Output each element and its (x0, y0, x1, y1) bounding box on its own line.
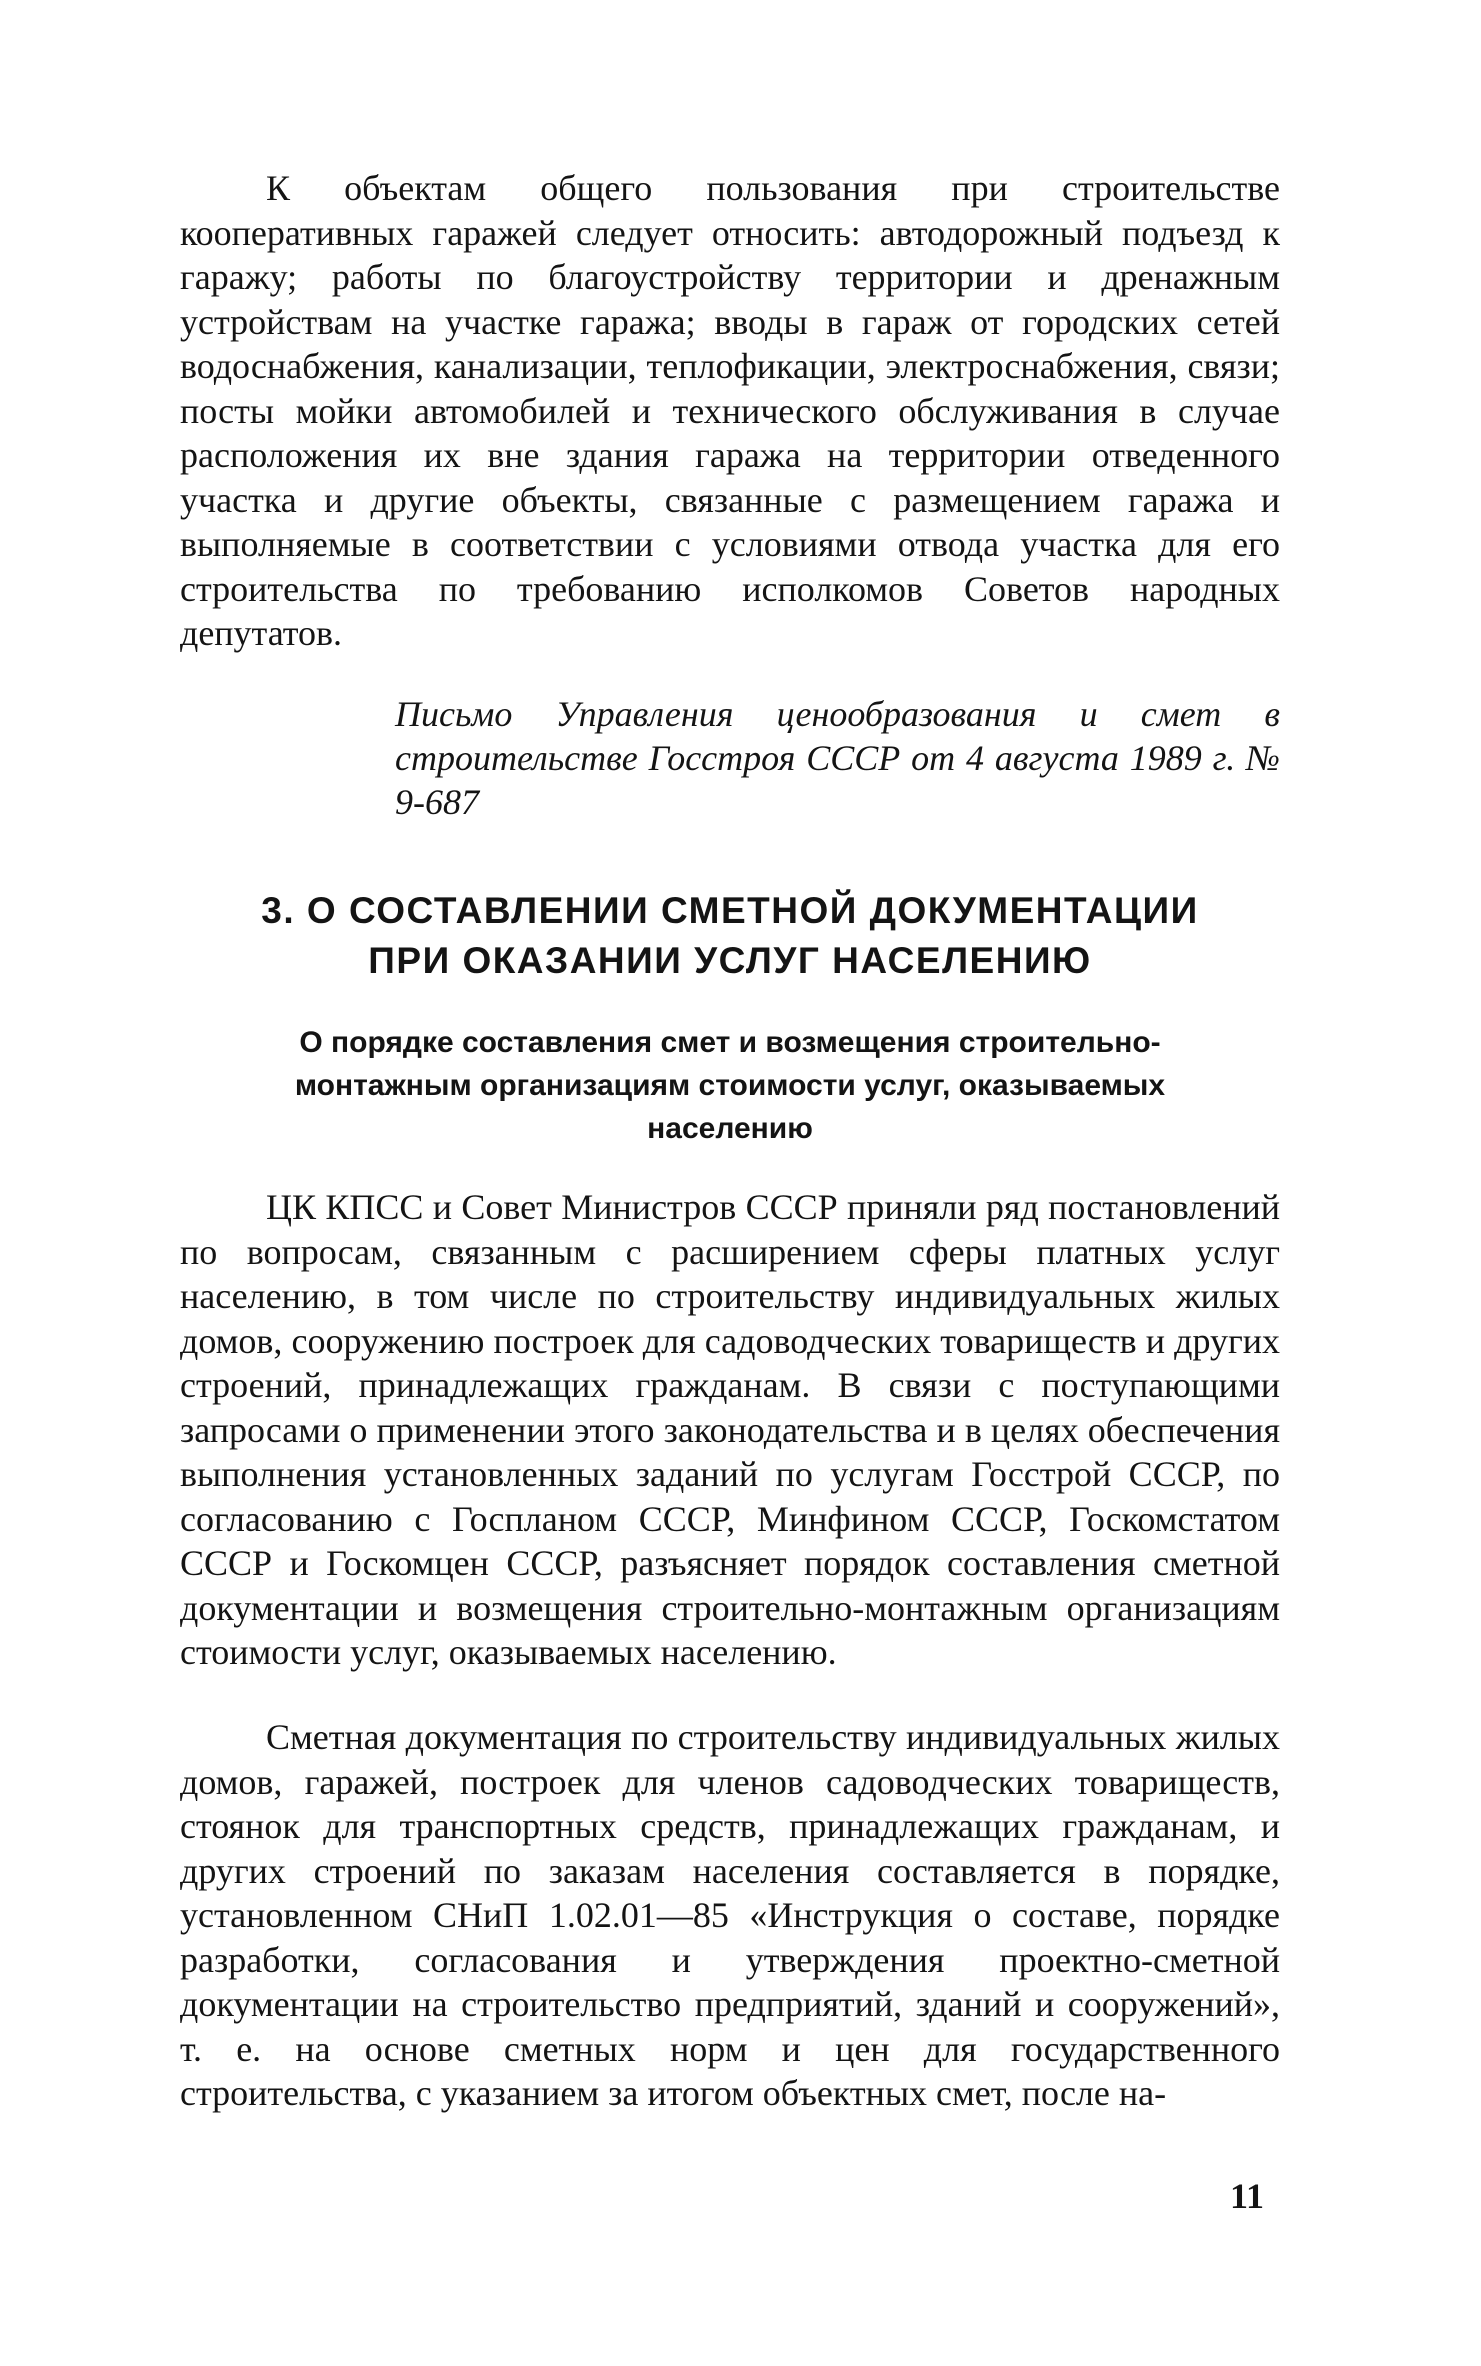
citation-text: Письмо Управления ценообразования и смет в строительстве Госстроя СССР от 4 августа 1989 г. № 9-687 (395, 694, 1280, 822)
paragraph-text: Сметная документация по строительству индивидуальных жилых домов, гаражей, построек для членов садоводческих товариществ, стоянок для транспортных средств, принадлежащих гражданам, и других строений по заказам населения составляется в порядке, установленном СНиП 1.02.01—85 «Инструкция о составе, порядке разработки, согласования и утверждения проектно-сметной документации на строительство предприятий, зданий и сооружений», т. е. на основе сметных норм и цен для государственного строительства, с указанием за итогом объектных смет, после на- (180, 1717, 1280, 2113)
body-paragraph-1 (180, 166, 1280, 656)
paragraph-text: ЦК КПСС и Совет Министров СССР приняли ряд постановлений по вопросам, связанным с расширением сферы платных услуг населению, в том числе по строительству индивидуальных жилых домов, сооружению построек для садоводческих товариществ и других строений, принадлежащих гражданам. В связи с поступающими запросами о применении этого законодательства и в целях обеспечения выполнения установленных заданий по услугам Госстрой СССР, по согласованию с Госпланом СССР, Минфином СССР, Госкомстатом СССР и Госкомцен СССР, разъясняет порядок составления сметной документации и возмещения строительно-монтажным организациям стоимости услуг, оказываемых населению. (180, 1187, 1280, 1672)
section-title (180, 886, 1280, 986)
body-paragraph-2 (180, 1185, 1280, 1675)
body-paragraph-3 (180, 1715, 1280, 2116)
section-title-line-1: 3. О СОСТАВЛЕНИИ СМЕТНОЙ ДОКУМЕНТАЦИИ (261, 890, 1199, 931)
section-title-line-2: ПРИ ОКАЗАНИИ УСЛУГ НАСЕЛЕНИЮ (368, 940, 1092, 981)
citation-block (395, 692, 1280, 824)
paragraph-text: К объектам общего пользования при строительстве кооперативных гаражей следует относить: автодорожный подъезд к гаражу; работы по благоустройству территории и дренажным устройствам на участке гаража; вводы в гараж от городских сетей водоснабжения, канализации, теплофикации, электроснабжения, связи; посты мойки автомобилей и технического обслуживания в случае расположения их вне здания гаража на территории отведенного участка и другие объекты, связанные с размещением гаража и выполняемые в соответствии с условиями отвода участка для его строительства по требованию исполкомов Советов народных депутатов. (180, 168, 1280, 653)
page-number: 11 (1230, 2176, 1265, 2216)
section-subtitle: О порядке составления смет и возмещения строительно-монтажным организациям стоимости услуг, оказываемых населению (294, 1026, 1166, 1145)
